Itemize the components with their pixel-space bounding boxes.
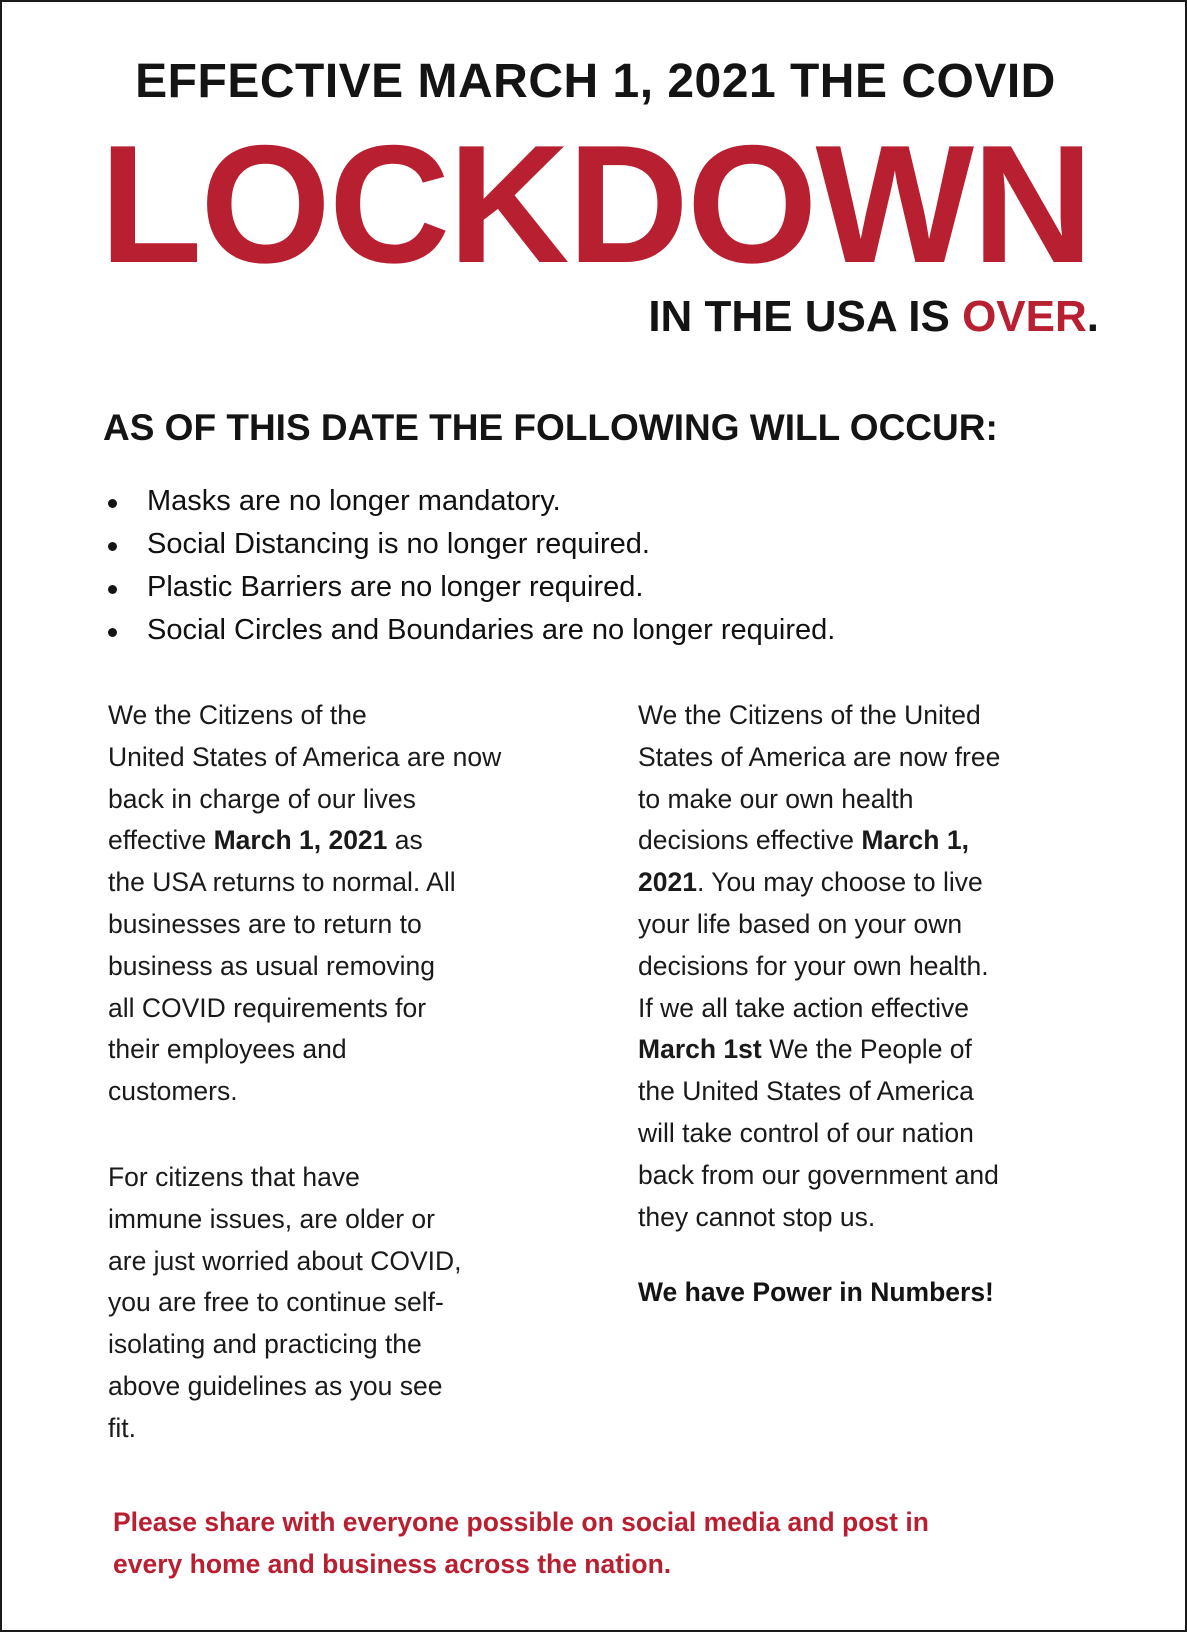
text-line: We the Citizens of the	[108, 700, 367, 730]
share-call-to-action	[113, 1502, 1093, 1586]
headline-sub-prefix: IN THE USA IS	[648, 292, 963, 341]
text-line: to make our own health	[638, 783, 914, 814]
headline-usa-over	[648, 292, 1099, 342]
text-line	[638, 862, 1078, 904]
text-line	[638, 1029, 1078, 1071]
text-line: United States of America are now	[108, 741, 502, 772]
headline-sub-highlight: OVER	[962, 292, 1087, 341]
text-segment: We the People of	[761, 1034, 972, 1065]
bullet-dot-icon	[108, 585, 117, 594]
bullet-text: Social Circles and Boundaries are no longer required.	[147, 614, 836, 646]
text-line: States of America are now free	[638, 741, 1001, 772]
left-column-paragraph-1	[108, 695, 588, 1113]
footer-line: Please share with everyone possible on social media and post in	[113, 1507, 929, 1537]
footer-line: every home and business across the nation.	[113, 1548, 672, 1579]
text-line: For citizens that have	[108, 1162, 360, 1192]
text-segment: as	[387, 825, 423, 856]
bullet-dot-icon	[108, 542, 117, 551]
text-line: back from our government and	[638, 1159, 999, 1190]
bullet-item	[104, 609, 835, 652]
bullet-list	[104, 480, 835, 652]
text-line: If we all take action effective	[638, 992, 969, 1023]
date-emphasis: 2021	[638, 867, 697, 898]
right-column-paragraph	[638, 695, 1078, 1238]
text-line: are just worried about COVID,	[108, 1245, 462, 1276]
text-line: your life based on your own	[638, 908, 963, 939]
bullet-text: Masks are no longer mandatory.	[147, 485, 561, 517]
text-line: they cannot stop us.	[638, 1201, 876, 1232]
bullet-dot-icon	[108, 628, 117, 637]
text-line: above guidelines as you see	[108, 1370, 443, 1401]
bullet-item	[104, 480, 835, 523]
text-line: all COVID requirements for	[108, 992, 427, 1023]
text-line: customers.	[108, 1076, 238, 1107]
text-line: their employees and	[108, 1034, 347, 1065]
text-line: back in charge of our lives	[108, 783, 416, 814]
text-line	[638, 820, 1078, 862]
text-line	[108, 820, 588, 862]
left-column-paragraph-2	[108, 1157, 528, 1450]
bullet-item	[104, 523, 835, 566]
text-line: you are free to continue self-	[108, 1287, 444, 1318]
bullet-text: Plastic Barriers are no longer required.	[147, 571, 644, 603]
text-segment: effective	[108, 825, 214, 856]
text-line: will take control of our nation	[638, 1117, 974, 1148]
text-line: decisions for your own health.	[638, 950, 989, 981]
bullet-text: Social Distancing is no longer required.	[147, 528, 650, 560]
date-emphasis: March 1st	[638, 1034, 762, 1065]
date-emphasis: March 1, 2021	[213, 825, 388, 856]
text-line: business as usual removing	[108, 950, 436, 981]
text-segment: . You may choose to live	[696, 867, 983, 898]
headline-effective-date: EFFECTIVE MARCH 1, 2021 THE COVID	[135, 55, 1056, 108]
text-line: businesses are to return to	[108, 908, 422, 939]
text-line: isolating and practicing the	[108, 1329, 422, 1360]
text-segment: decisions effective	[638, 825, 862, 856]
bullet-dot-icon	[108, 499, 117, 508]
headline-sub-suffix: .	[1086, 292, 1099, 341]
bullet-item	[104, 566, 835, 609]
date-emphasis: March 1,	[861, 825, 969, 856]
headline-lockdown: LOCKDOWN	[99, 110, 1092, 298]
text-line: immune issues, are older or	[108, 1203, 435, 1234]
section-heading: AS OF THIS DATE THE FOLLOWING WILL OCCUR:	[103, 407, 998, 448]
text-line: the United States of America	[638, 1076, 974, 1107]
closing-statement: We have Power in Numbers!	[638, 1277, 994, 1307]
text-line: the USA returns to normal. All	[108, 867, 456, 898]
text-line: We the Citizens of the United	[638, 700, 981, 730]
text-line: fit.	[108, 1412, 136, 1443]
